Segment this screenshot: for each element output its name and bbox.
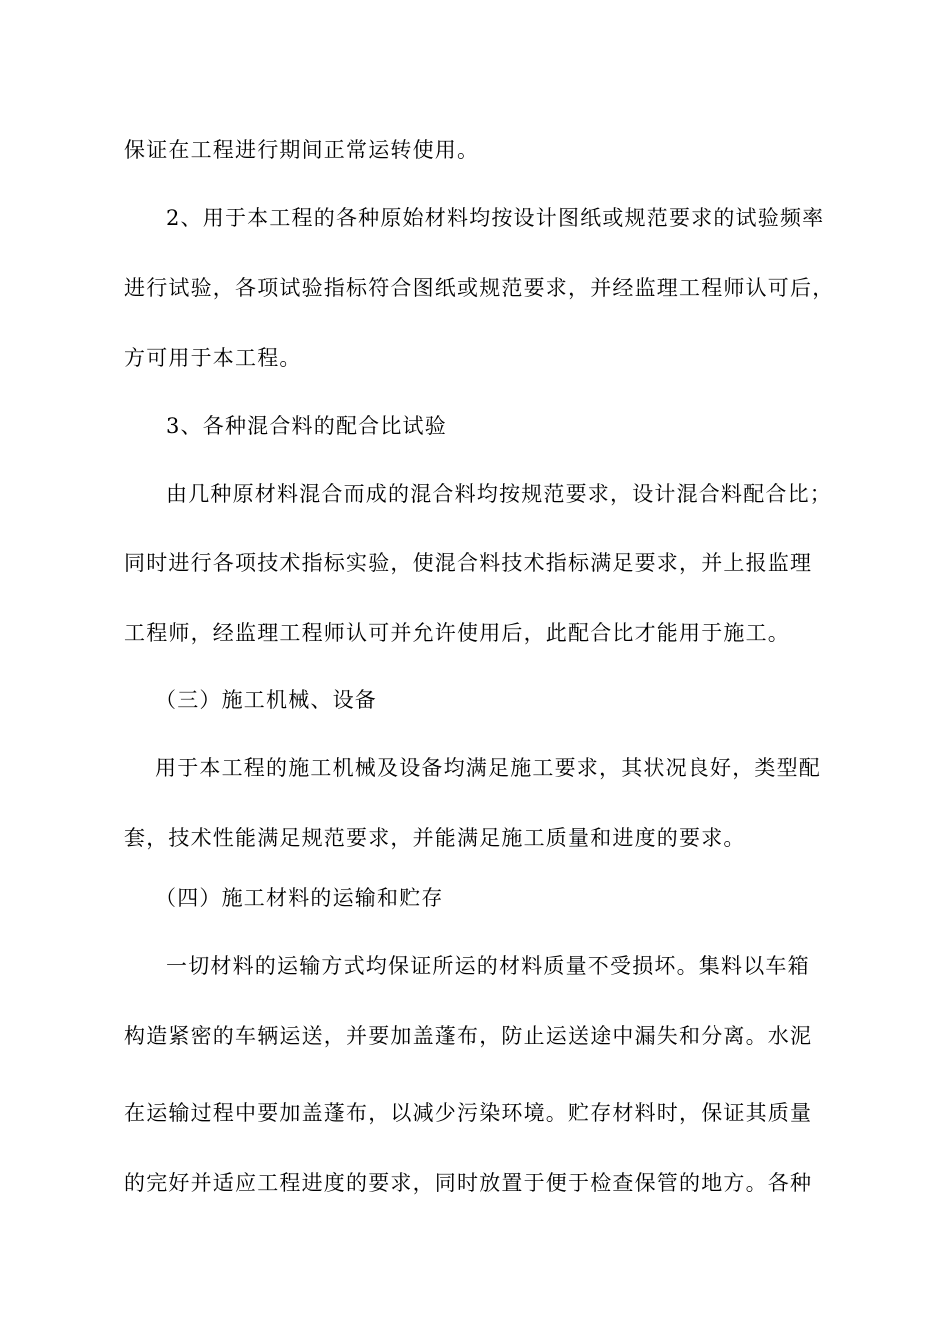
text-line: 2、用于本工程的各种原始材料均按设计图纸或规范要求的试验频率 — [166, 206, 825, 230]
text-line: 方可用于本工程。 — [124, 346, 302, 370]
section-heading: （三）施工机械、设备 — [155, 688, 377, 712]
text-line: 套，技术性能满足规范要求，并能满足施工质量和进度的要求。 — [124, 826, 746, 850]
text-line: 在运输过程中要加盖蓬布，以减少污染环境。贮存材料时，保证其质量 — [124, 1101, 813, 1125]
section-heading: （四）施工材料的运输和贮存 — [155, 886, 444, 910]
text-line: 由几种原材料混合而成的混合料均按规范要求，设计混合料配合比； — [166, 482, 832, 506]
text-line: 保证在工程进行期间正常运转使用。 — [124, 138, 480, 162]
text-line: 工程师，经监理工程师认可并允许使用后，此配合比才能用于施工。 — [124, 621, 790, 645]
text-line: 进行试验，各项试验指标符合图纸或规范要求，并经监理工程师认可后， — [124, 276, 835, 300]
text-line: 的完好并适应工程进度的要求，同时放置于便于检查保管的地方。各种 — [124, 1171, 813, 1195]
section-heading: 3、各种混合料的配合比试验 — [166, 414, 447, 438]
text-line: 用于本工程的施工机械及设备均满足施工要求，其状况良好，类型配 — [155, 756, 821, 780]
text-line: 同时进行各项技术指标实验，使混合料技术指标满足要求，并上报监理 — [124, 551, 813, 575]
text-line: 构造紧密的车辆运送，并要加盖蓬布，防止运送途中漏失和分离。水泥 — [124, 1024, 813, 1048]
text-line: 一切材料的运输方式均保证所运的材料质量不受损坏。集料以车箱 — [166, 954, 810, 978]
